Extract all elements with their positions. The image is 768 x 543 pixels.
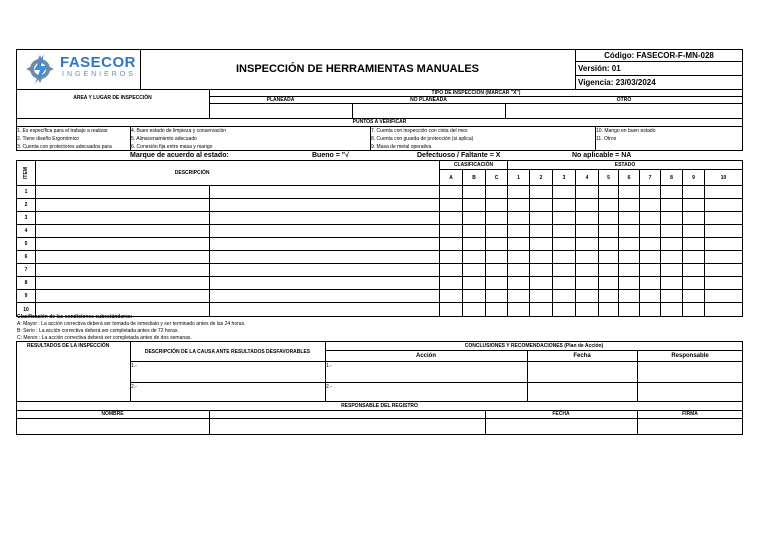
row-number: 10 — [17, 303, 36, 317]
responsible-input-2[interactable] — [638, 383, 742, 401]
row-state-cell[interactable] — [619, 212, 640, 225]
row-state-cell[interactable] — [599, 199, 619, 212]
registry-signature-header: FIRMA — [682, 411, 698, 417]
row-state-cell[interactable] — [530, 277, 553, 290]
row-class-cell[interactable] — [463, 186, 486, 199]
row-state-cell[interactable] — [705, 225, 743, 238]
row-number: 6 — [17, 251, 36, 264]
row-state-cell[interactable] — [640, 264, 661, 277]
state-col-header: 8 — [661, 170, 683, 186]
row-state-cell[interactable] — [553, 186, 576, 199]
row-state-cell[interactable] — [530, 212, 553, 225]
row-state-cell[interactable] — [683, 303, 705, 317]
other-label: OTRO — [616, 97, 632, 103]
table-row — [17, 264, 743, 277]
row-state-cell[interactable] — [553, 212, 576, 225]
company-subtitle: INGENIEROS — [62, 71, 136, 78]
row-number: 3 — [17, 212, 36, 225]
document-validity: Vigencia: 23/03/2024 — [578, 78, 656, 87]
classification-a: A: Mayor : La acción correctiva deberá ser tomada de inmediato y ser terminado antes de las 24 horas. — [17, 321, 246, 327]
classification-c: C: Menor : La acción correctiva deberá ser completada antes de dos semanas. — [17, 335, 192, 341]
row-state-cell[interactable] — [576, 303, 599, 317]
company-logo — [22, 51, 138, 87]
row-state-cell[interactable] — [705, 251, 743, 264]
class-col-header: C — [486, 170, 508, 186]
area-input[interactable] — [17, 103, 208, 118]
not-planned-checkbox[interactable] — [353, 104, 504, 118]
state-col-header: 4 — [576, 170, 599, 186]
company-name: FASECOR — [60, 54, 137, 71]
row-state-cell[interactable] — [508, 264, 530, 277]
row-state-cell[interactable] — [530, 225, 553, 238]
points-title: PUNTOS A VERIFICAR — [352, 119, 407, 125]
row-state-cell[interactable] — [508, 290, 530, 303]
row-number: 7 — [17, 264, 36, 277]
legend-good: Bueno = "√ — [312, 152, 349, 159]
row-class-cell[interactable] — [486, 303, 508, 317]
state-col-header: 10 — [705, 170, 743, 186]
state-col-header: 2 — [530, 170, 553, 186]
row-class-cell[interactable] — [463, 199, 486, 212]
row-state-cell[interactable] — [553, 199, 576, 212]
action-header: Acción — [415, 353, 436, 359]
row-number: 9 — [17, 290, 36, 303]
row-state-cell[interactable] — [508, 199, 530, 212]
document-code: Código: FASECOR-F-MN-028 — [604, 51, 714, 60]
row-state-cell[interactable] — [553, 277, 576, 290]
point-item: 4. Buen estado de limpieza y conservación — [131, 128, 227, 134]
item-header: ITEM — [17, 161, 36, 186]
action-input-2[interactable] — [336, 383, 526, 401]
row-description-cell[interactable] — [36, 199, 210, 212]
row-state-cell[interactable] — [530, 290, 553, 303]
row-state-cell[interactable] — [599, 225, 619, 238]
row-state-cell[interactable] — [661, 303, 683, 317]
responsible-input-1[interactable] — [638, 362, 742, 381]
row-class-cell[interactable] — [486, 212, 508, 225]
row-description-extra-cell[interactable] — [210, 290, 440, 303]
row-state-cell[interactable] — [599, 186, 619, 199]
legend-na: No aplicable = NA — [572, 152, 632, 159]
area-label: AREA Y LUGAR DE INSPECCIÓN — [73, 95, 152, 101]
date-header: Fecha — [573, 353, 591, 359]
row-number: 5 — [17, 238, 36, 251]
row-class-cell[interactable] — [440, 225, 463, 238]
row-state-cell[interactable] — [553, 290, 576, 303]
row-class-cell[interactable] — [486, 199, 508, 212]
table-row — [17, 225, 743, 238]
legend-mark: Marque de acuerdo al estado: — [130, 152, 229, 159]
row-state-cell[interactable] — [661, 212, 683, 225]
row-state-cell[interactable] — [619, 264, 640, 277]
table-row — [17, 251, 743, 264]
registry-name-input[interactable] — [17, 419, 208, 434]
row-state-cell[interactable] — [683, 186, 705, 199]
row-state-cell[interactable] — [619, 186, 640, 199]
row-state-cell[interactable] — [508, 303, 530, 317]
row-state-cell[interactable] — [661, 251, 683, 264]
row-state-cell[interactable] — [508, 212, 530, 225]
state-col-header: 5 — [599, 170, 619, 186]
row-description-extra-cell[interactable] — [210, 303, 440, 317]
row-class-cell[interactable] — [463, 238, 486, 251]
row-state-cell[interactable] — [683, 238, 705, 251]
row-class-cell[interactable] — [463, 290, 486, 303]
description-header: DESCRIPCIÓN — [36, 161, 210, 186]
row-state-cell[interactable] — [530, 303, 553, 317]
row-class-cell[interactable] — [463, 264, 486, 277]
row-state-cell[interactable] — [508, 186, 530, 199]
row-state-cell[interactable] — [508, 251, 530, 264]
row-description-cell[interactable] — [36, 264, 210, 277]
row-state-cell[interactable] — [661, 238, 683, 251]
planned-checkbox[interactable] — [210, 104, 351, 118]
row-state-cell[interactable] — [576, 212, 599, 225]
table-row — [17, 238, 743, 251]
classification-header: CLASIFICACIÓN — [440, 161, 508, 170]
row-state-cell[interactable] — [553, 251, 576, 264]
row-state-cell[interactable] — [640, 186, 661, 199]
row-description-extra-cell[interactable] — [210, 199, 440, 212]
point-item: 1. Es específica para el trabajo a realizar — [17, 128, 108, 134]
row-state-cell[interactable] — [705, 212, 743, 225]
state-col-header: 9 — [683, 170, 705, 186]
row-state-cell[interactable] — [661, 290, 683, 303]
point-item: 2. Tiene diseño Ergonómico — [17, 136, 79, 142]
results-label: RESULTADOS DE LA INSPECCIÓN — [27, 343, 110, 349]
row-state-cell[interactable] — [683, 199, 705, 212]
row-state-cell[interactable] — [599, 277, 619, 290]
row-state-cell[interactable] — [705, 303, 743, 317]
row-state-cell[interactable] — [619, 290, 640, 303]
row-state-cell[interactable] — [530, 264, 553, 277]
row-class-cell[interactable] — [463, 303, 486, 317]
row-class-cell[interactable] — [486, 238, 508, 251]
results-input[interactable] — [17, 350, 129, 401]
row-description-extra-cell[interactable] — [210, 212, 440, 225]
classification-title: Clasificación de las condiciones subestándares: — [17, 314, 133, 320]
row-state-cell[interactable] — [530, 186, 553, 199]
row-state-cell[interactable] — [640, 290, 661, 303]
row-state-cell[interactable] — [619, 199, 640, 212]
row-state-cell[interactable] — [683, 225, 705, 238]
row-state-cell[interactable] — [530, 238, 553, 251]
row-state-cell[interactable] — [683, 212, 705, 225]
row-state-cell[interactable] — [530, 251, 553, 264]
row-number: 2 — [17, 199, 36, 212]
row-class-cell[interactable] — [463, 212, 486, 225]
row-state-cell[interactable] — [599, 238, 619, 251]
document-version: Versión: 01 — [578, 64, 621, 73]
row-class-cell[interactable] — [486, 290, 508, 303]
conclusions-label: CONCLUSIONES Y RECOMENDACIONES (Plan de Acción) — [464, 343, 604, 349]
row-state-cell[interactable] — [508, 225, 530, 238]
legend-defect: Defectuoso / Faltante = X — [417, 152, 501, 159]
row-class-cell[interactable] — [463, 251, 486, 264]
row-state-cell[interactable] — [553, 264, 576, 277]
row-state-cell[interactable] — [576, 186, 599, 199]
row-state-cell[interactable] — [530, 199, 553, 212]
row-state-cell[interactable] — [683, 277, 705, 290]
table-row — [17, 186, 743, 199]
row-class-cell[interactable] — [440, 290, 463, 303]
row-state-cell[interactable] — [553, 225, 576, 238]
row-state-cell[interactable] — [576, 225, 599, 238]
row-state-cell[interactable] — [576, 238, 599, 251]
row-description-extra-cell[interactable] — [210, 225, 440, 238]
row-state-cell[interactable] — [640, 238, 661, 251]
not-planned-label: NO PLANEADA — [410, 97, 447, 103]
row-state-cell[interactable] — [661, 225, 683, 238]
other-checkbox[interactable] — [506, 104, 742, 118]
row-state-cell[interactable] — [640, 212, 661, 225]
row-class-cell[interactable] — [463, 277, 486, 290]
row-state-cell[interactable] — [640, 277, 661, 290]
row-state-cell[interactable] — [705, 238, 743, 251]
row-state-cell[interactable] — [619, 277, 640, 290]
row-description-extra-cell[interactable] — [210, 264, 440, 277]
registry-title: RESPONSABLE DEL REGISTRO — [341, 403, 418, 409]
cause-label: DESCRIPCIÓN DE LA CAUSA ANTE RESULTADOS DESFAVORABLES — [144, 349, 311, 355]
row-state-cell[interactable] — [576, 277, 599, 290]
table-row — [17, 277, 743, 290]
point-item: 8. Cuenta con guarda de protección (si aplica) — [371, 136, 474, 142]
cause-number: 2.- — [131, 384, 137, 390]
row-state-cell[interactable] — [599, 290, 619, 303]
state-col-header: 1 — [508, 170, 530, 186]
row-class-cell[interactable] — [440, 186, 463, 199]
row-state-cell[interactable] — [599, 212, 619, 225]
action-number: 1.- — [326, 363, 332, 369]
page-title: INSPECCIÓN DE HERRAMIENTAS MANUALES — [235, 63, 480, 75]
row-state-cell[interactable] — [661, 264, 683, 277]
row-state-cell[interactable] — [640, 251, 661, 264]
class-col-header: B — [463, 170, 486, 186]
row-description-extra-cell[interactable] — [210, 251, 440, 264]
row-class-cell[interactable] — [486, 225, 508, 238]
row-description-extra-cell[interactable] — [210, 277, 440, 290]
row-state-cell[interactable] — [640, 303, 661, 317]
row-state-cell[interactable] — [599, 303, 619, 317]
state-header: ESTADO — [508, 161, 743, 170]
point-item: 3. Cuenta con protectores adecuados para — [17, 144, 112, 150]
row-description-cell[interactable] — [36, 238, 210, 251]
row-number: 8 — [17, 277, 36, 290]
logo-mark-icon — [22, 51, 58, 87]
row-class-cell[interactable] — [440, 264, 463, 277]
row-state-cell[interactable] — [705, 290, 743, 303]
row-class-cell[interactable] — [486, 186, 508, 199]
point-item: 11. Otros — [596, 136, 617, 142]
row-class-cell[interactable] — [440, 212, 463, 225]
row-class-cell[interactable] — [440, 251, 463, 264]
row-state-cell[interactable] — [553, 303, 576, 317]
row-description-cell[interactable] — [36, 251, 210, 264]
row-state-cell[interactable] — [553, 238, 576, 251]
class-col-header: A — [440, 170, 463, 186]
registry-extra-input[interactable] — [210, 419, 484, 434]
table-row — [17, 212, 743, 225]
row-class-cell[interactable] — [486, 277, 508, 290]
table-row — [17, 199, 743, 212]
point-item: 6. Conexión fija entre masa y mango — [131, 144, 213, 150]
row-state-cell[interactable] — [661, 199, 683, 212]
registry-name-header: NOMBRE — [101, 411, 124, 417]
row-state-cell[interactable] — [705, 264, 743, 277]
row-state-cell[interactable] — [640, 225, 661, 238]
row-state-cell[interactable] — [705, 186, 743, 199]
classification-b: B: Serio : La acción correctiva deberá ser completada antes de 72 horas. — [17, 328, 179, 334]
row-state-cell[interactable] — [661, 277, 683, 290]
row-class-cell[interactable] — [440, 277, 463, 290]
date-input-2[interactable] — [528, 383, 636, 401]
cause-number: 1.- — [131, 363, 137, 369]
row-class-cell[interactable] — [463, 225, 486, 238]
row-state-cell[interactable] — [508, 277, 530, 290]
row-state-cell[interactable] — [661, 186, 683, 199]
responsible-header: Responsable — [671, 353, 709, 359]
action-input-1[interactable] — [336, 362, 526, 381]
state-col-header: 7 — [640, 170, 661, 186]
state-col-header: 3 — [553, 170, 576, 186]
row-state-cell[interactable] — [576, 290, 599, 303]
date-input-1[interactable] — [528, 362, 636, 381]
row-class-cell[interactable] — [440, 238, 463, 251]
row-state-cell[interactable] — [640, 199, 661, 212]
registry-date-input[interactable] — [486, 419, 636, 434]
row-number: 1 — [17, 186, 36, 199]
row-state-cell[interactable] — [683, 251, 705, 264]
row-state-cell[interactable] — [576, 264, 599, 277]
inspection-type-label: TIPO DE INSPECCIÓN (MARCAR "X") — [431, 90, 521, 96]
row-state-cell[interactable] — [599, 251, 619, 264]
point-item: 9. Masa de metal operativa — [371, 144, 432, 150]
action-number: 2.- — [326, 384, 332, 390]
row-description-extra-cell[interactable] — [210, 238, 440, 251]
row-state-cell[interactable] — [619, 225, 640, 238]
row-state-cell[interactable] — [705, 199, 743, 212]
state-col-header: 6 — [619, 170, 640, 186]
row-state-cell[interactable] — [508, 238, 530, 251]
row-description-cell[interactable] — [36, 186, 210, 199]
row-class-cell[interactable] — [486, 251, 508, 264]
row-state-cell[interactable] — [683, 290, 705, 303]
row-description-cell[interactable] — [36, 212, 210, 225]
row-state-cell[interactable] — [576, 199, 599, 212]
cause-input-2[interactable] — [140, 383, 324, 401]
point-item: 7. Cuenta con inspección con cinta del mes — [371, 128, 468, 134]
point-item: 5. Almacenamiento adecuado — [131, 136, 197, 142]
row-state-cell[interactable] — [619, 238, 640, 251]
inspection-table — [16, 160, 743, 317]
row-state-cell[interactable] — [683, 264, 705, 277]
planned-label: PLANEADA — [266, 97, 295, 103]
row-class-cell[interactable] — [486, 264, 508, 277]
table-row — [17, 290, 743, 303]
row-description-cell[interactable] — [36, 290, 210, 303]
row-state-cell[interactable] — [619, 251, 640, 264]
row-state-cell[interactable] — [576, 251, 599, 264]
registry-date-header: FECHA — [552, 411, 570, 417]
row-state-cell[interactable] — [619, 303, 640, 317]
row-number: 4 — [17, 225, 36, 238]
row-state-cell[interactable] — [599, 264, 619, 277]
row-state-cell[interactable] — [705, 277, 743, 290]
row-description-cell[interactable] — [36, 225, 210, 238]
point-item: 10. Mango en buen estado — [596, 128, 656, 134]
row-class-cell[interactable] — [440, 303, 463, 317]
row-description-cell[interactable] — [36, 277, 210, 290]
row-description-extra-cell[interactable] — [210, 186, 440, 199]
registry-signature-input[interactable] — [638, 419, 742, 434]
row-class-cell[interactable] — [440, 199, 463, 212]
cause-input-1[interactable] — [140, 362, 324, 381]
